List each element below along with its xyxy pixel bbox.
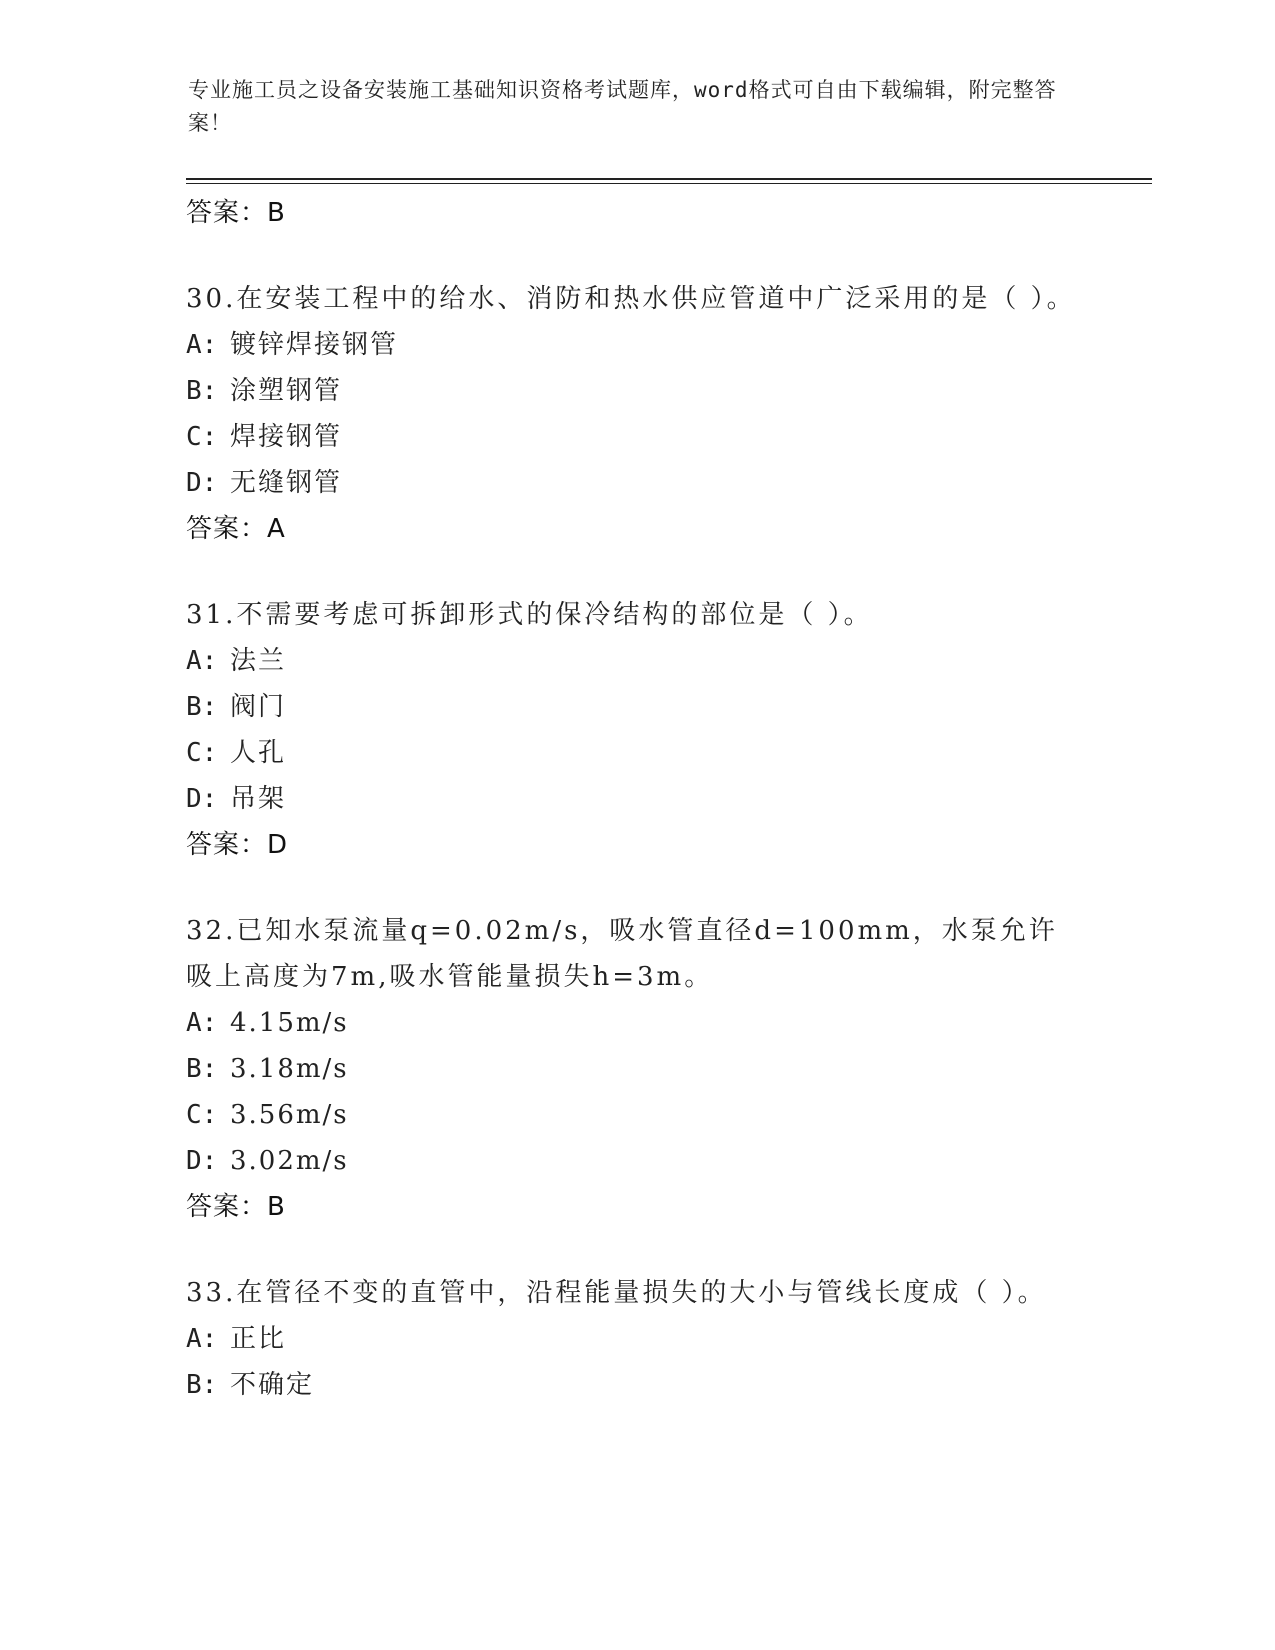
option-a (186, 1316, 1086, 1362)
option-key: B: (186, 692, 218, 722)
question-30 (186, 276, 1086, 552)
option-b (186, 684, 1086, 730)
option-b (186, 1046, 1086, 1092)
option-c (186, 1092, 1086, 1138)
answer: 答案：B (186, 1192, 286, 1222)
option-text: 焊接钢管 (230, 422, 343, 452)
option-key: B: (186, 1370, 218, 1400)
option-key: B: (186, 1054, 218, 1084)
option-key: C: (186, 738, 218, 768)
option-key: A: (186, 1008, 218, 1038)
option-key: A: (186, 330, 218, 360)
option-text: 不确定 (230, 1370, 315, 1400)
option-key: A: (186, 1324, 218, 1354)
question-stem: 30.在安装工程中的给水、消防和热水供应管道中广泛采用的是（ ）。 (186, 284, 1076, 314)
option-key: D: (186, 1146, 218, 1176)
document-header: 专业施工员之设备安装施工基础知识资格考试题库，word格式可自由下载编辑，附完整答案！ (188, 78, 1057, 135)
answer: 答案：D (186, 830, 289, 860)
question-32 (186, 908, 1086, 1230)
question-stem: 31.不需要考虑可拆卸形式的保冷结构的部位是（ ）。 (186, 600, 873, 630)
option-a (186, 1000, 1086, 1046)
option-text: 3.02m/s (230, 1146, 349, 1176)
option-c (186, 730, 1086, 776)
option-text: 3.56m/s (230, 1100, 349, 1130)
option-key: D: (186, 784, 218, 814)
option-b (186, 368, 1086, 414)
answer: 答案：A (186, 514, 286, 544)
question-list (186, 190, 1086, 1408)
option-a (186, 638, 1086, 684)
option-text: 无缝钢管 (230, 468, 343, 498)
previous-answer: 答案：B (186, 198, 286, 228)
option-c (186, 414, 1086, 460)
question-stem: 32.已知水泵流量q=0.02m/s，吸水管直径d=100mm，水泵允许吸上高度为7m,吸水管能量损失h=3m。 (186, 916, 1058, 992)
option-text: 吊架 (230, 784, 287, 814)
header-divider-thick (186, 178, 1152, 180)
option-key: B: (186, 376, 218, 406)
option-text: 人孔 (230, 738, 287, 768)
option-d (186, 776, 1086, 822)
option-a (186, 322, 1086, 368)
option-text: 阀门 (230, 692, 287, 722)
option-text: 镀锌焊接钢管 (230, 330, 399, 360)
question-33 (186, 1270, 1086, 1408)
header-divider-thin (186, 183, 1152, 184)
option-d (186, 460, 1086, 506)
question-stem: 33.在管径不变的直管中，沿程能量损失的大小与管线长度成（ ）。 (186, 1278, 1047, 1308)
option-key: C: (186, 1100, 218, 1130)
option-b (186, 1362, 1086, 1408)
option-key: C: (186, 422, 218, 452)
option-d (186, 1138, 1086, 1184)
option-text: 3.18m/s (230, 1054, 349, 1084)
question-31 (186, 592, 1086, 868)
option-key: D: (186, 468, 218, 498)
option-text: 涂塑钢管 (230, 376, 343, 406)
option-text: 4.15m/s (230, 1008, 349, 1038)
option-text: 正比 (230, 1324, 287, 1354)
option-text: 法兰 (230, 646, 287, 676)
option-key: A: (186, 646, 218, 676)
